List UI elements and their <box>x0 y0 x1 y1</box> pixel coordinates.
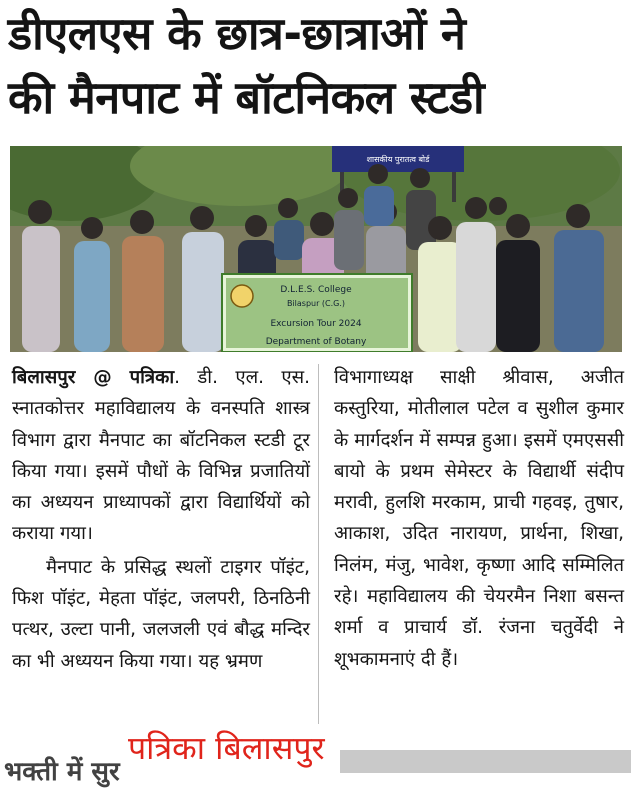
college-logo <box>231 285 253 307</box>
headline-line-1: डीएलएस के छात्र-छात्राओं ने <box>8 7 466 60</box>
article-paragraph-1-text: . डी. एल. एस. स्नातकोत्तर महाविद्यालय के वनस्पति शास्त्र विभाग द्वारा मैनपाट का बॉटनिकल स्टडी टूर किया गया। इसमें पौधों के विभिन्न प्रजातियों का अध्ययन प्राध्यापकों द्वारा विद्यार्थियों को कराया गया। <box>12 367 310 545</box>
article-column-left <box>12 362 310 677</box>
article-column-right <box>334 362 624 675</box>
banner-line-1: D.L.E.S. College <box>280 285 352 295</box>
headline <box>8 2 626 130</box>
banner-line-4: Department of Botany <box>265 337 367 347</box>
next-article-headline: भक्ती में सुर <box>4 757 120 787</box>
source-stamp: पत्रिका बिलासपुर <box>128 729 325 767</box>
article-paragraph-3: विभागाध्यक्ष साक्षी श्रीवास, अजीत कस्तुरिया, मोतीलाल पटेल व सुशील कुमार के मार्गदर्शन में सम्पन्न हुआ। इसमें एमएससी बायो के प्रथम सेमेस्टर के विद्यार्थी संदीप मरावी, हुलशि मरकाम, प्राची गहवइ, तुषार, आकाश, उदित नारायण, प्रार्थना, शिखा, निलंम, मंजु, भावेश, कृष्णा आदि सम्मिलित रहे। महाविद्यालय की चेयरमैन निशा बसन्त शर्मा व प्राचार्य डॉ. रंजना चतुर्वेदी ने शूभकामनाएं दी हैं। <box>334 367 624 670</box>
column-divider <box>318 364 319 724</box>
banner-line-3: Excursion Tour 2024 <box>270 319 362 329</box>
article-paragraph-1 <box>12 362 310 550</box>
article-paragraph-2: मैनपाट के प्रसिद्ध स्थलों टाइगर पॉइंट, फिश पॉइंट, मेहता पॉइंट, जलपरी, ठिनठिनी पत्थर, उल्टा पानी, जलजली एवं बौद्ध मन्दिर का भी अध्ययन किया गया। यह भ्रमण <box>12 556 310 672</box>
college-banner <box>222 274 412 352</box>
scan-edge-band <box>340 750 631 773</box>
banner-line-2: Bilaspur (C.G.) <box>286 299 346 308</box>
dateline: बिलासपुर @ पत्रिका <box>12 367 175 388</box>
sign-board-text: शासकीय पुरातत्व बोर्ड <box>366 155 430 164</box>
group-photo <box>10 146 622 352</box>
headline-line-2: की मैनपाट में बॉटनिकल स्टडी <box>8 71 485 124</box>
group-photo-illustration <box>10 146 622 352</box>
